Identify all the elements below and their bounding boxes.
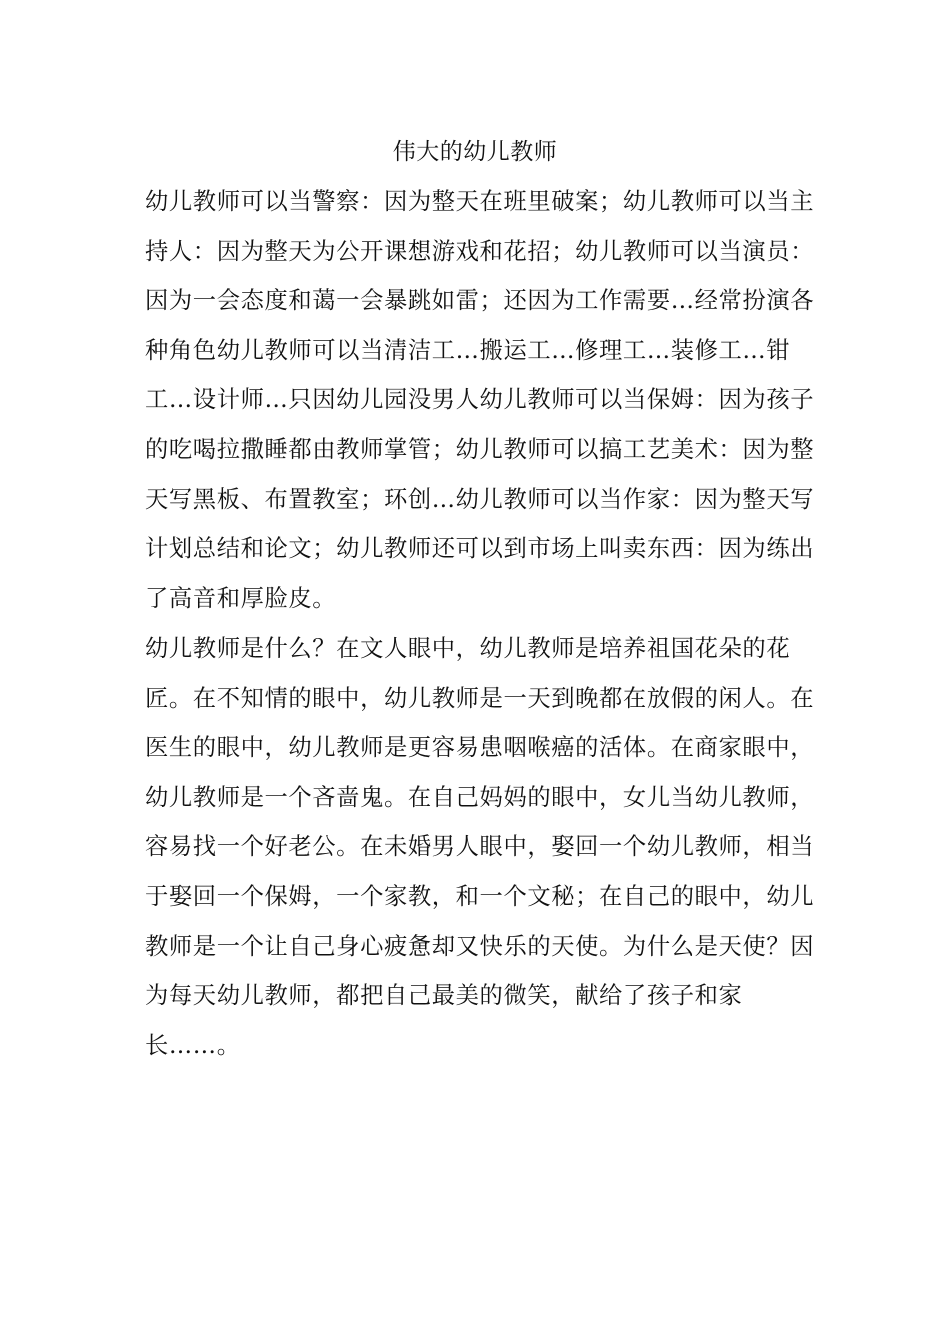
paragraph-professions: 幼儿教师可以当警察：因为整天在班里破案；幼儿教师可以当主持人：因为整天为公开课想游戏和花招；幼儿教师可以当演员：因为一会态度和蔼一会暴跳如雷；还因为工作需要…经常扮演各种角色幼儿教师可以当清洁工…搬运工…修理工…装修工…钳工…设计师…只因幼儿园没男人幼儿教师可以当保姆：因为孩子的吃喝拉撒睡都由教师掌管；幼儿教师可以搞工艺美术：因为整天写黑板、布置教室；环创…幼儿教师可以当作家：因为整天写计划总结和论文；幼儿教师还可以到市场上叫卖东西：因为练出了高音和厚脸皮。 [145, 188, 815, 612]
document-title: 伟大的幼儿教师 [392, 139, 558, 165]
paragraph-what-is-teacher: 幼儿教师是什么？在文人眼中，幼儿教师是培养祖国花朵的花匠。在不知情的眼中，幼儿教师是一天到晚都在放假的闲人。在医生的眼中，幼儿教师是更容易患咽喉癌的活体。在商家眼中，幼儿教师是一个吝啬鬼。在自己妈妈的眼中，女儿当幼儿教师，容易找一个好老公。在未婚男人眼中，娶回一个幼儿教师，相当于娶回一个保姆，一个家教，和一个文秘；在自己的眼中，幼儿教师是一个让自己身心疲惫却又快乐的天使。为什么是天使？因为每天幼儿教师，都把自己最美的微笑，献给了孩子和家长……。 [145, 635, 815, 1059]
